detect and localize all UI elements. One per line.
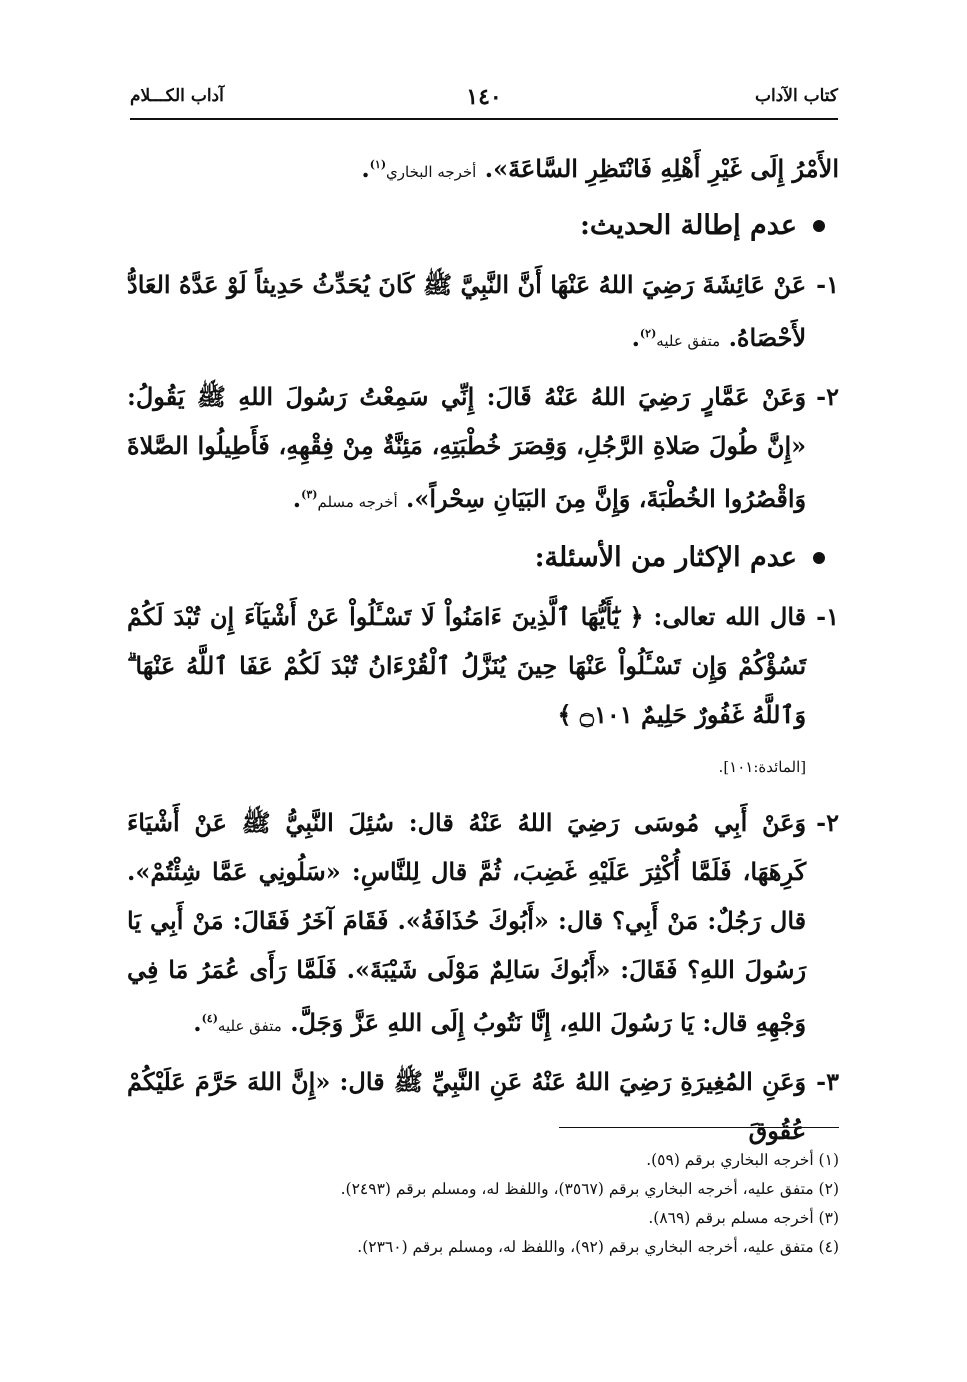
footnote-ref-2[interactable]: (٢) — [639, 327, 657, 340]
footnotes — [127, 1146, 839, 1262]
hadith-source: أخرجه مسلم — [317, 493, 398, 511]
quran-lead: قال الله تعالى: — [653, 602, 807, 631]
footnote: (١) أخرجه البخاري برقم (٥٩). — [646, 1151, 839, 1169]
footnote-ref-1[interactable]: (١) — [369, 158, 387, 171]
footnote-separator — [559, 1127, 839, 1128]
running-header — [130, 84, 838, 120]
item-number: ٢- — [816, 808, 839, 837]
footnote: (٣) أخرجه مسلم برقم (٨٦٩). — [648, 1209, 839, 1227]
hadith-source: متفق عليه — [217, 1017, 282, 1035]
item-number: ٢- — [816, 382, 839, 411]
bullet-icon — [813, 220, 825, 232]
quran-item — [127, 592, 839, 792]
page-number: ١٤٠ — [466, 84, 502, 110]
hadith-end: . — [631, 323, 640, 352]
hadith-text: وَعَنِ المُغِيرَةِ رَضِيَ اللهُ عَنْهُ عَنِ النَّبِيِّ ﷺ قال: «إِنَّ اللهَ حَرَّمَ عَلَيْكُمْ عُقُوقَ — [127, 1067, 807, 1145]
hadith-source: متفق عليه — [656, 332, 721, 350]
chapter-title: آداب الكـــلام — [130, 86, 224, 106]
main-text — [127, 140, 839, 1161]
hadith-item — [127, 798, 839, 1051]
hadith-item — [127, 260, 839, 366]
hadith-end: . — [193, 1008, 202, 1037]
hadith-text: وَعَنْ عَمَّارٍ رَضِيَ اللهُ عَنْهُ قَالَ: إِنِّي سَمِعْتُ رَسُولَ اللهِ ﷺ يَقُولُ: «إِنَّ طُولَ صَلاةِ الرَّجُلِ، وَقِصَرَ خُطْبَتِهِ، مَئِنَّةٌ مِنْ فِقْهِهِ، فَأَطِيلُوا الصَّلاةَ وَاقْصُرُوا الخُطْبَةَ، وَإِنَّ مِنَ البَيَانِ سِحْراً». — [127, 382, 807, 513]
hadith-text: وَعَنْ أَبِي مُوسَى رَضِيَ اللهُ عَنْهُ قال: سُئِلَ النَّبِيُّ ﷺ عَنْ أَشْيَاءَ كَرِهَهَا، فَلَمَّا أُكْثِرَ عَلَيْهِ غَضِبَ، ثُمَّ قال لِلنَّاسِ: «سَلُونِي عَمَّا شِئْتُمْ». قال رَجُلٌ: مَنْ أَبِي؟ قال: «أَبُوكَ حُذَافَةُ». فَقَامَ آخَرُ فَقَالَ: مَنْ أَبِي يَا رَسُولَ اللهِ؟ فَقَالَ: «أَبُوكَ سَالِمٌ مَوْلَى شَيْبَةَ». فَلَمَّا رَأَى عُمَرُ مَا فِي وَجْهِهِ قال: يَا رَسُولَ اللهِ، إِنَّا نَتُوبُ إِلَى اللهِ عَزَّ وَجَلَّ. — [127, 808, 807, 1037]
footnote: (٤) متفق عليه، أخرجه البخاري برقم (٩٢)، واللفظ له، ومسلم برقم (٢٣٦٠). — [357, 1238, 839, 1256]
intro-text: الأَمْرُ إِلَى غَيْرِ أَهْلِهِ فَانْتَظِرِ السَّاعَةَ». — [484, 154, 839, 183]
section-heading-no-prolonging — [127, 201, 839, 250]
hadith-item — [127, 372, 839, 527]
quran-verse: ﴿ يَٰٓأَيُّهَا ٱلَّذِينَ ءَامَنُواْ لَا تَسْـَٔلُواْ عَنْ أَشْيَآءَ إِن تُبْدَ لَكُمْ تَسُؤْكُمْ وَإِن تَسْـَٔلُواْ عَنْهَا حِينَ يُنَزَّلُ ٱلْقُرْءَانُ تُبْدَ لَكُمْ عَفَا ٱللَّهُ عَنْهَا ۗ وَٱللَّهُ غَفُورٌ حَلِيمٌ ۝١٠١ ﴾ — [127, 602, 807, 729]
hadith-end: . — [292, 484, 302, 513]
hadith-text: عَنْ عَائِشَةَ رَضِيَ اللهُ عَنْهَا أَنَّ النَّبِيَّ ﷺ كَانَ يُحَدِّثُ حَدِيثاً لَوْ عَدَّهُ العَادُّ لأَحْصَاهُ. — [127, 270, 807, 352]
verse-reference: [المائدة:١٠١]. — [718, 758, 807, 776]
hadith-item — [127, 1057, 839, 1155]
section1-heading-text: عدم إطالة الحديث: — [579, 210, 797, 241]
section-heading-no-excessive-questions — [127, 533, 839, 582]
footnote-ref-3[interactable]: (٣) — [301, 488, 318, 501]
intro-source: أخرجه البخاري — [386, 163, 477, 181]
item-number: ٣- — [816, 1067, 839, 1096]
intro-paragraph — [127, 140, 839, 197]
header-rule — [130, 118, 838, 120]
footnote-ref-4[interactable]: (٤) — [201, 1012, 218, 1025]
footnote: (٢) متفق عليه، أخرجه البخاري برقم (٣٥٦٧)، واللفظ له، ومسلم برقم (٢٤٩٣). — [340, 1180, 839, 1198]
intro-end: . — [361, 154, 370, 183]
bullet-icon — [813, 552, 825, 564]
item-number: ١- — [816, 270, 839, 299]
section2-heading-text: عدم الإكثار من الأسئلة: — [534, 542, 797, 573]
item-number: ١- — [816, 602, 839, 631]
book-title: كتاب الآداب — [754, 86, 838, 106]
